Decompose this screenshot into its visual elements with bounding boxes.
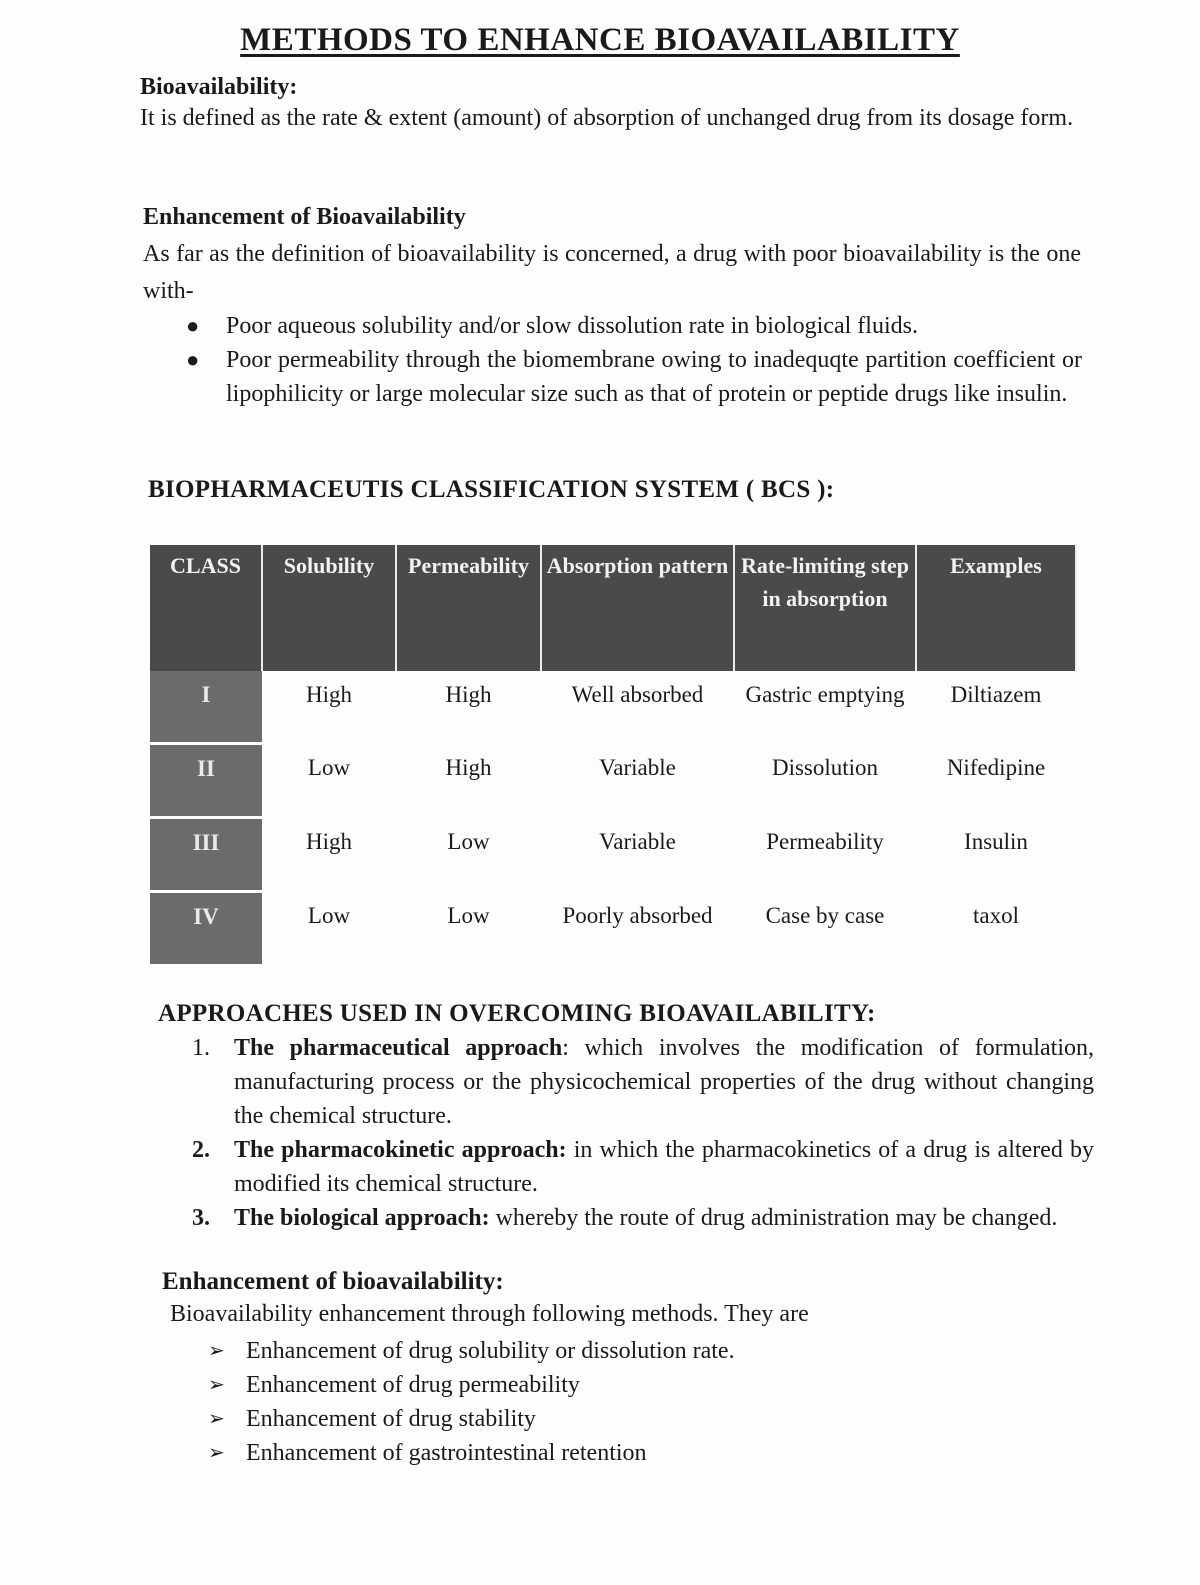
approach-lead: The biological approach: [234,1205,490,1231]
approaches-list [192,1031,1094,1235]
list-item-text: Poor permeability through the biomembrane owing to inadequqte partition coefficient or lipophilicity or large molecular size such as that of protein or peptide drugs like insulin. [226,347,1082,407]
table-row [150,892,1076,966]
methods-intro: Bioavailability enhancement through following methods. They are [170,1301,809,1327]
header-solubility: Solubility [262,545,396,671]
list-item [208,1436,1076,1470]
absorption-cell: Poorly absorbed [562,902,713,928]
approach-text: in which the pharmacokinetics of a drug is altered by modified its chemical structure. [234,1137,1094,1197]
bullet-icon: ● [186,347,200,372]
list-item [186,343,1082,411]
approaches-heading: APPROACHES USED IN OVERCOMING BIOAVAILABILITY: [158,1000,876,1027]
header-permeability: Permeability [396,545,541,671]
bullet-icon: ● [186,313,200,338]
class-cell: I [150,671,262,744]
bcs-table [150,545,1077,967]
bioavailability-definition: It is defined as the rate & extent (amount) of absorption of unchanged drug from its dosage form. [140,105,1074,131]
page-title: METHODS TO ENHANCE BIOAVAILABILITY [240,22,960,58]
solubility-cell: High [306,682,352,707]
solubility-cell: Low [307,754,351,780]
permeability-cell: Low [447,902,490,928]
list-number: 3. [192,1205,210,1231]
absorption-cell: Variable [599,828,676,854]
example-cell: Diltiazem [950,682,1042,707]
table-row [150,744,1076,818]
rate-limiting-cell: Permeability [766,828,884,854]
list-item-text: Enhancement of gastrointestinal retention [246,1440,647,1466]
example-cell: taxol [973,902,1019,928]
list-item [192,1031,1094,1133]
list-item [192,1201,1094,1235]
permeability-cell: High [445,682,492,707]
list-item [192,1133,1094,1201]
list-item-text: Enhancement of drug permeability [246,1372,580,1398]
permeability-cell: High [445,754,492,780]
bioavailability-heading: Bioavailability: [140,74,298,100]
header-class: CLASS [150,545,262,671]
enhancement-intro: As far as the definition of bioavailability is concerned, a drug with poor bioavailability is the one with- [143,241,1081,304]
list-item-text: Poor aqueous solubility and/or slow dissolution rate in biological fluids. [226,313,918,339]
arrow-bullet-icon: ➢ [208,1442,225,1464]
methods-heading: Enhancement of bioavailability: [162,1268,504,1295]
solubility-cell: High [306,828,352,854]
list-item [208,1402,1076,1436]
rate-limiting-cell: Case by case [765,902,885,928]
list-item-text: Enhancement of drug solubility or dissolution rate. [246,1338,735,1364]
rate-limiting-cell: Gastric emptying [745,682,905,707]
list-item [186,309,1082,343]
header-absorption-pattern: Absorption pattern [541,545,734,671]
solubility-cell: Low [307,902,351,928]
list-item [208,1334,1076,1368]
class-cell: IV [150,892,262,966]
absorption-cell: Variable [599,754,676,780]
methods-list [208,1334,1076,1470]
table-row [150,818,1076,892]
approach-lead: The pharmacokinetic approach: [234,1137,567,1163]
enhancement-heading: Enhancement of Bioavailability [143,204,466,230]
table-row [150,671,1076,744]
class-cell: III [150,818,262,892]
header-rate-limiting-step: Rate-limiting step in absorption [734,545,916,671]
rate-limiting-cell: Dissolution [771,754,879,780]
example-cell: Nifedipine [946,754,1046,780]
table-header-row [150,545,1076,671]
header-examples: Examples [916,545,1076,671]
arrow-bullet-icon: ➢ [208,1340,225,1362]
bcs-heading: BIOPHARMACEUTIS CLASSIFICATION SYSTEM ( BCS ): [148,476,835,503]
arrow-bullet-icon: ➢ [208,1408,225,1430]
poor-bioavailability-list [186,309,1082,411]
list-number: 1. [192,1035,210,1061]
approach-text: whereby the route of drug administration may be changed. [489,1205,1058,1231]
absorption-cell: Well absorbed [571,682,704,707]
example-cell: Insulin [964,828,1028,854]
permeability-cell: Low [447,828,490,854]
approach-text: : which involves the modification of formulation, manufacturing process or the physicochemical properties of the drug without changing the chemical structure. [234,1035,1094,1129]
list-number: 2. [192,1137,210,1163]
class-cell: II [150,744,262,818]
list-item-text: Enhancement of drug stability [246,1406,536,1432]
approach-lead: The pharmaceutical approach [234,1035,563,1061]
list-item [208,1368,1076,1402]
arrow-bullet-icon: ➢ [208,1374,225,1396]
